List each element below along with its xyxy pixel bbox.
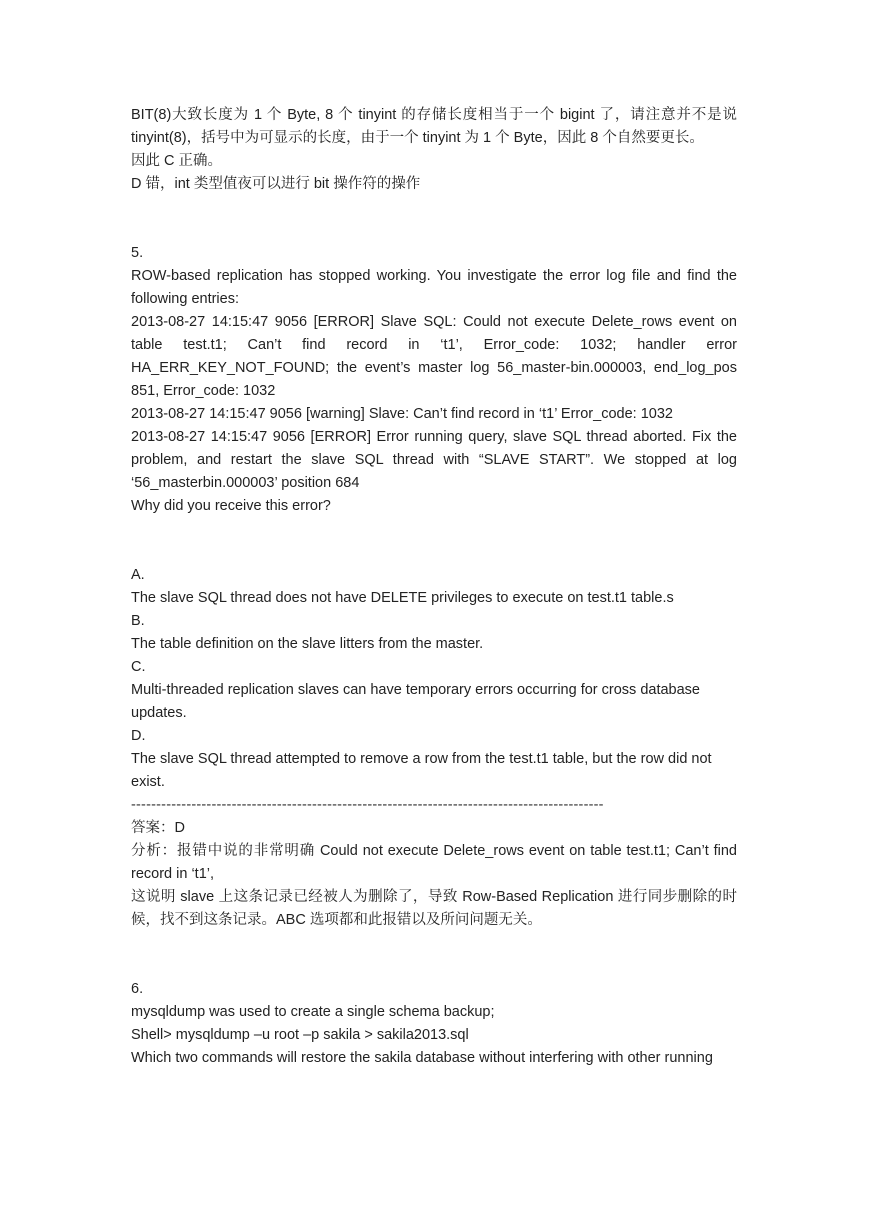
question-5-prompt: Why did you receive this error? bbox=[131, 498, 331, 514]
question-6-command: Shell> mysqldump –u root –p sakila > sakila2013.sql bbox=[131, 1027, 469, 1043]
analysis-line-2: 这说明 slave 上这条记录已经被人为删除了，导致 Row-Based Replication 进行同步删除的时候，找不到这条记录。ABC 选项都和此报错以及所问问题无关。 bbox=[131, 889, 737, 928]
divider-line: ---------------------------------------------------------------------------------------------- bbox=[131, 797, 604, 813]
option-a-text: The slave SQL thread does not have DELETE privileges to execute on test.t1 table.s bbox=[131, 590, 674, 606]
error-log-entry-1: 2013-08-27 14:15:47 9056 [ERROR] Slave SQL: Could not execute Delete_rows event on table test.t1; Can’t find record in ‘t1’, Error_code: 1032; handler error HA_ERR_KEY_NOT_FOUND; the event’s master log 56_master-bin.000003, end_log_pos 851, Error_code: 1032 bbox=[131, 314, 737, 399]
error-log-entry-3: 2013-08-27 14:15:47 9056 [ERROR] Error running query, slave SQL thread aborted. Fix the problem, and restart the slave SQL thread with “SLAVE START”. We stopped at log ‘56_masterbin.000003’ position 684 bbox=[131, 429, 737, 491]
option-d-letter: D. bbox=[131, 728, 146, 744]
option-b-text: The table definition on the slave litters from the master. bbox=[131, 636, 484, 652]
analysis-line-1: 分析：报错中说的非常明确 Could not execute Delete_rows event on table test.t1; Can’t find record in ‘t1’, bbox=[131, 843, 737, 882]
question-6-line-3: Which two commands will restore the sakila database without interfering with other running bbox=[131, 1050, 713, 1066]
question-6-line-1: mysqldump was used to create a single schema backup; bbox=[131, 1004, 495, 1020]
option-b-letter: B. bbox=[131, 613, 145, 629]
intro-paragraph: BIT(8)大致长度为 1 个 Byte, 8 个 tinyint 的存储长度相当于一个 bigint 了，请注意并不是说 tinyint(8)，括号中为可显示的长度，由于一个 tinyint 为 1 个 Byte，因此 8 个自然要更长。 bbox=[131, 107, 737, 146]
option-c-text: Multi-threaded replication slaves can have temporary errors occurring for cross database updates. bbox=[131, 682, 700, 721]
option-d-text: The slave SQL thread attempted to remove a row from the test.t1 table, but the row did not bbox=[131, 751, 712, 767]
option-d-text-continued: exist. bbox=[131, 774, 165, 790]
question-6-number: 6. bbox=[131, 981, 144, 997]
error-log-entry-2: 2013-08-27 14:15:47 9056 [warning] Slave: Can’t find record in ‘t1’ Error_code: 1032 bbox=[131, 406, 673, 422]
answer-line: 答案：D bbox=[131, 820, 185, 836]
question-5-text: ROW-based replication has stopped working. You investigate the error log file and find the following entries: bbox=[131, 268, 737, 307]
document-page bbox=[131, 104, 737, 1070]
question-5-number: 5. bbox=[131, 245, 144, 261]
intro-conclusion: 因此 C 正确。 bbox=[131, 153, 223, 169]
option-a-letter: A. bbox=[131, 567, 145, 583]
option-c-letter: C. bbox=[131, 659, 146, 675]
intro-note: D 错，int 类型值夜可以进行 bit 操作符的操作 bbox=[131, 176, 421, 192]
